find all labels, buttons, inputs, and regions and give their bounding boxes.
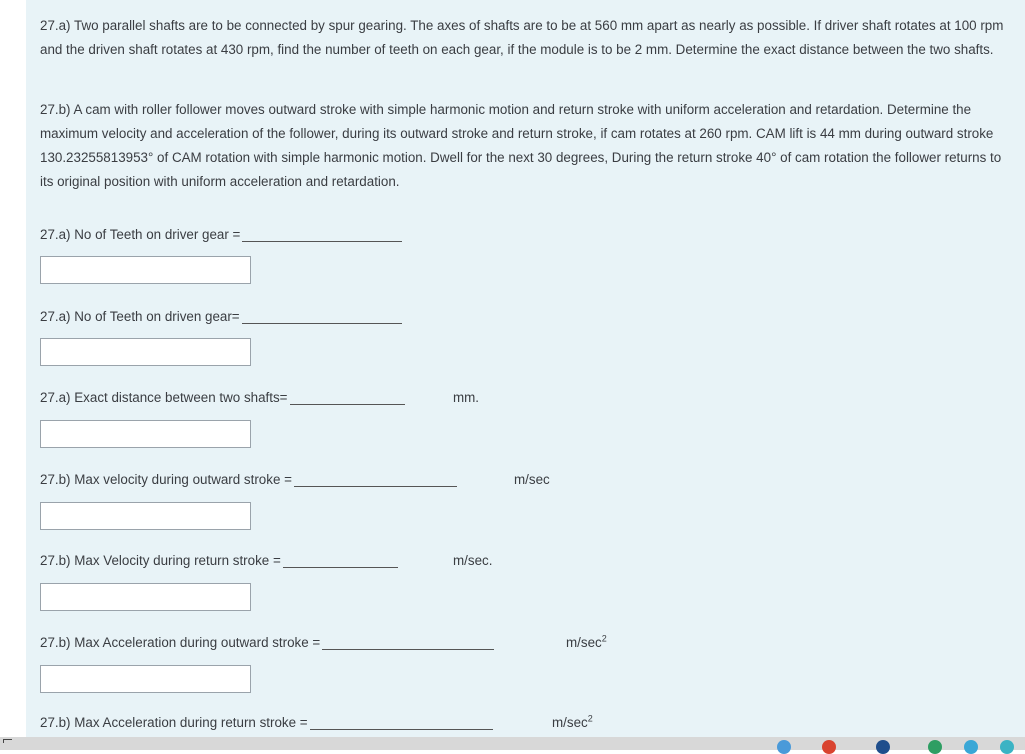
outward-velocity-label: 27.b) Max velocity during outward stroke = bbox=[40, 472, 292, 487]
return-acceleration-unit: $m/\sec^2$ bbox=[552, 713, 593, 730]
squared-superscript: 2 bbox=[587, 713, 593, 724]
app-icon[interactable] bbox=[777, 740, 791, 754]
taskbar bbox=[0, 737, 1025, 750]
outward-acceleration-label: 27.b) Max Acceleration during outward stroke = bbox=[40, 635, 321, 650]
driver-teeth-label: 27.a) No of Teeth on driver gear = bbox=[40, 227, 241, 242]
answer-blank-line bbox=[242, 227, 402, 242]
answer-blank-line bbox=[310, 715, 493, 730]
shaft-distance-input[interactable] bbox=[40, 420, 251, 448]
app-icon[interactable] bbox=[964, 740, 978, 754]
outward-acceleration-prompt bbox=[40, 633, 607, 655]
shaft-distance-label: 27.a) Exact distance between two shafts= bbox=[40, 390, 288, 405]
outward-velocity-unit: m/sec bbox=[514, 472, 550, 487]
driven-teeth-input[interactable] bbox=[40, 338, 251, 366]
app-icon[interactable] bbox=[1000, 740, 1014, 754]
return-velocity-prompt bbox=[40, 553, 493, 573]
answer-blank-line bbox=[322, 635, 494, 650]
squared-superscript: 2 bbox=[601, 633, 607, 644]
shaft-distance-unit: mm. bbox=[453, 390, 480, 405]
outward-velocity-prompt bbox=[40, 472, 550, 492]
answer-blank-line bbox=[242, 309, 402, 324]
outward-acceleration-input[interactable] bbox=[40, 665, 251, 693]
outward-velocity-input[interactable] bbox=[40, 502, 251, 530]
return-acceleration-label: 27.b) Max Acceleration during return stroke = bbox=[40, 715, 308, 730]
return-acceleration-prompt bbox=[40, 713, 593, 735]
answer-blank-line bbox=[283, 553, 398, 568]
app-icon[interactable] bbox=[876, 740, 890, 754]
driver-teeth-prompt bbox=[40, 227, 402, 247]
outward-acceleration-unit: $m/\sec^2$ bbox=[566, 633, 607, 650]
driven-teeth-prompt bbox=[40, 309, 402, 329]
driven-teeth-label: 27.a) No of Teeth on driven gear= bbox=[40, 309, 240, 324]
corner-mark-icon bbox=[3, 739, 12, 743]
return-velocity-label: 27.b) Max Velocity during return stroke = bbox=[40, 553, 281, 568]
question-27b-text: 27.b) A cam with roller follower moves outward stroke with simple harmonic motion and return stroke with uniform acceleration and retardation. Determine the maximum velocity and acceleration of the follower, during its outward stroke and return stroke, if cam rotates at 260 rpm. CAM lift is 44 mm during outward stroke 130.23255813953° of CAM rotation with simple harmonic motion. Dwell for the next 30 degrees, During the return stroke 40° of cam rotation the follower returns to its original position with uniform acceleration and retardation. bbox=[40, 102, 1002, 189]
app-icon[interactable] bbox=[822, 740, 836, 754]
question-27a-text: 27.a) Two parallel shafts are to be connected by spur gearing. The axes of shafts are to be at 560 mm apart as nearly as possible. If driver shaft rotates at 100 rpm and the driven shaft rotates at 430 rpm, find the number of teeth on each gear, if the module is to be 2 mm. Determine the exact distance between the two shafts. bbox=[40, 18, 1004, 57]
answer-blank-line bbox=[294, 472, 457, 487]
return-velocity-input[interactable] bbox=[40, 583, 251, 611]
shaft-distance-prompt bbox=[40, 390, 480, 410]
answer-blank-line bbox=[290, 390, 405, 405]
driver-teeth-input[interactable] bbox=[40, 256, 251, 284]
app-icon[interactable] bbox=[928, 740, 942, 754]
return-velocity-unit: m/sec. bbox=[453, 553, 493, 568]
